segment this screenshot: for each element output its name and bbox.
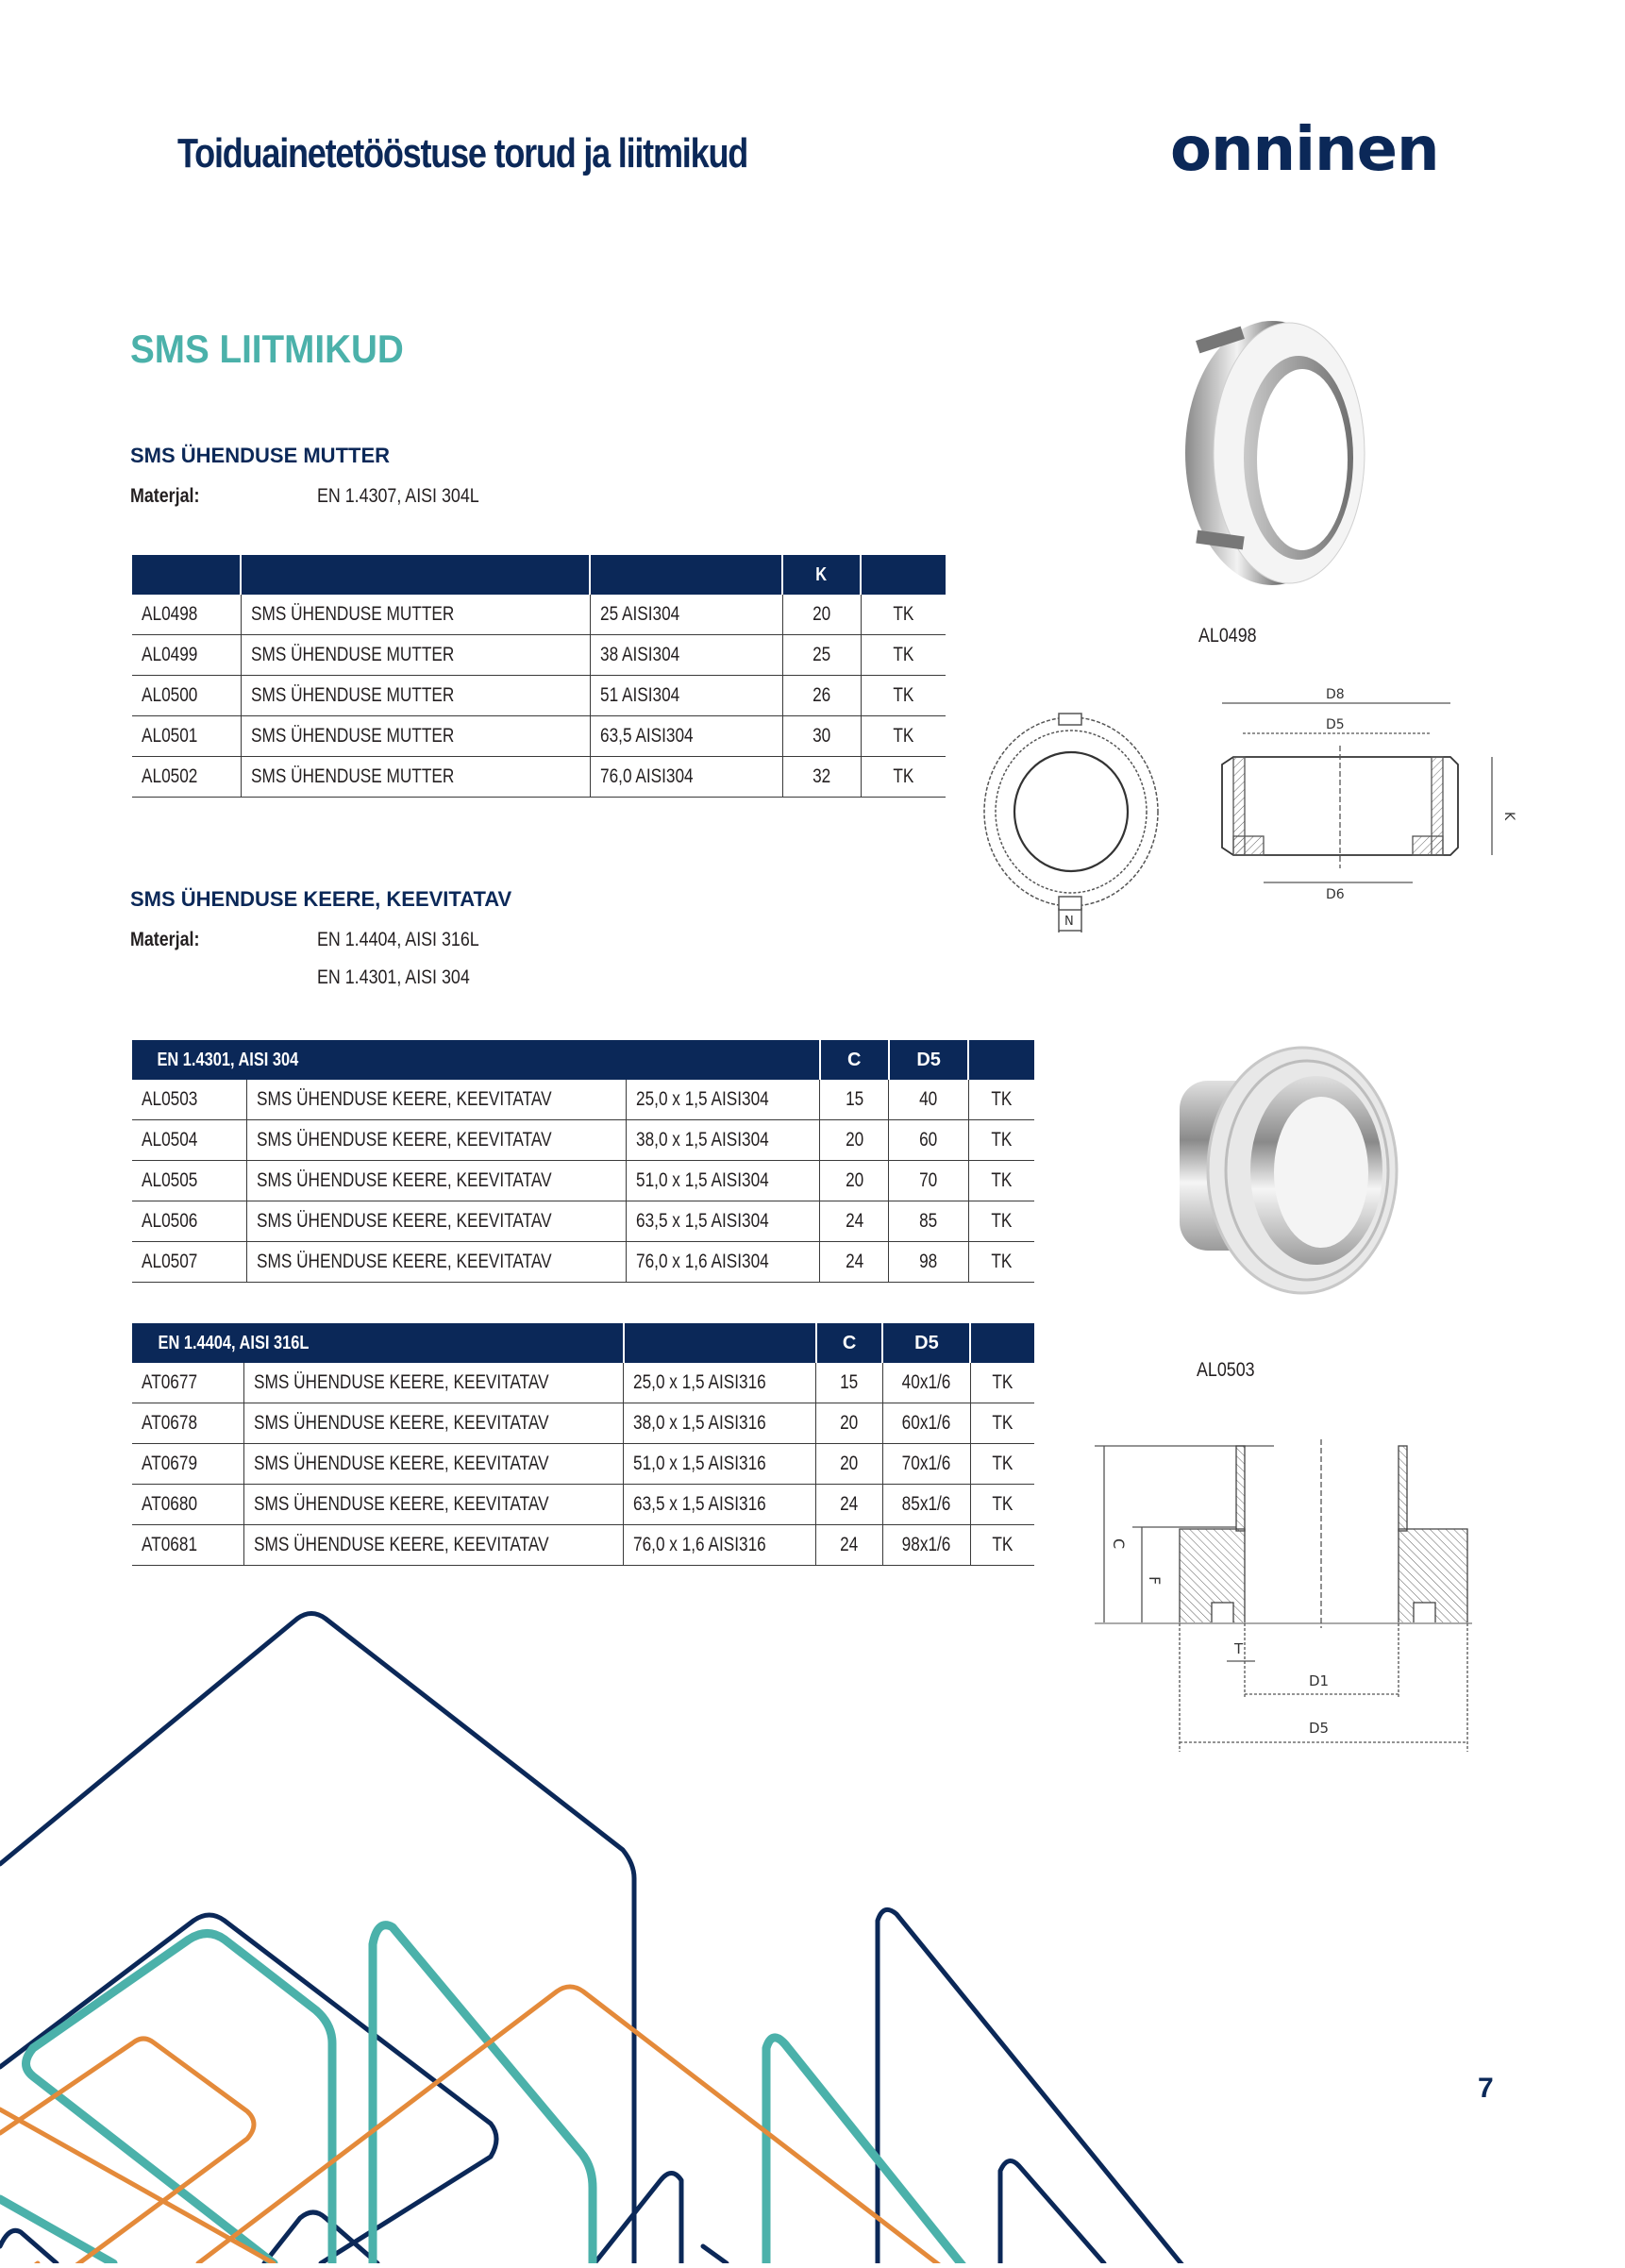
table-row: [132, 1201, 1034, 1242]
col-header-c: C: [820, 1040, 889, 1080]
table-cell: 63,5 AISI304: [590, 716, 782, 757]
page-number: 7: [1478, 2073, 1494, 2104]
table-cell: AT0677: [132, 1363, 244, 1403]
col-header-name: [241, 555, 590, 595]
table-cell: 25 AISI304: [590, 595, 782, 635]
table-cell: 60: [889, 1120, 969, 1161]
table-cell: AL0498: [132, 595, 241, 635]
svg-text:D6: D6: [1326, 887, 1345, 902]
product-group-title: SMS ÜHENDUSE KEERE, KEEVITATAV: [130, 887, 512, 911]
table-cell: 38,0 x 1,5 AISI316: [624, 1403, 816, 1444]
table-header-row: [132, 555, 946, 595]
table-cell: 24: [820, 1201, 889, 1242]
table-cell: TK: [861, 595, 946, 635]
table-cell: AT0679: [132, 1444, 244, 1485]
product-group-title: SMS ÜHENDUSE MUTTER: [130, 444, 391, 467]
table-cell: 15: [816, 1363, 883, 1403]
keere-304-table: [132, 1040, 1034, 1283]
table-cell: AL0506: [132, 1201, 246, 1242]
col-header-c: C: [816, 1323, 883, 1363]
table-cell: AL0504: [132, 1120, 246, 1161]
table-header-row: [132, 1040, 1034, 1080]
table-cell: 25,0 x 1,5 AISI304: [627, 1080, 820, 1120]
table-cell: 30: [782, 716, 861, 757]
table-cell: 24: [816, 1525, 883, 1566]
table-cell: 25,0 x 1,5 AISI316: [624, 1363, 816, 1403]
col-header-material: EN 1.4404, AISI 316L: [132, 1323, 624, 1363]
table-cell: 51,0 x 1,5 AISI304: [627, 1161, 820, 1201]
table-cell: AL0507: [132, 1242, 246, 1283]
table-cell: AL0499: [132, 635, 241, 676]
col-header-k: K: [782, 555, 861, 595]
table-cell: 24: [816, 1485, 883, 1525]
table-cell: TK: [970, 1444, 1034, 1485]
table-cell: SMS ÜHENDUSE MUTTER: [241, 676, 590, 716]
material-value-1: EN 1.4404, AISI 316L: [317, 929, 479, 950]
table-cell: AL0501: [132, 716, 241, 757]
table-cell: SMS ÜHENDUSE KEERE, KEEVITATAV: [246, 1161, 626, 1201]
table-cell: SMS ÜHENDUSE KEERE, KEEVITATAV: [244, 1444, 624, 1485]
dimension-label-n: N: [1064, 915, 1074, 929]
table-cell: 20: [820, 1120, 889, 1161]
table-cell: AL0503: [132, 1080, 246, 1120]
svg-text:D5: D5: [1326, 717, 1345, 732]
product-photo-nut: [1159, 307, 1366, 599]
page-title: Toiduainetetööstuse torud ja liitmikud: [177, 130, 748, 176]
table-cell: 38,0 x 1,5 AISI304: [627, 1120, 820, 1161]
table-cell: SMS ÜHENDUSE KEERE, KEEVITATAV: [244, 1485, 624, 1525]
svg-text:K: K: [1501, 812, 1516, 821]
table-cell: 85: [889, 1201, 969, 1242]
col-header-unit: [970, 1323, 1034, 1363]
table-cell: TK: [970, 1403, 1034, 1444]
table-cell: 38 AISI304: [590, 635, 782, 676]
table-cell: 70x1/6: [882, 1444, 970, 1485]
col-header-d5: D5: [882, 1323, 970, 1363]
section-title: SMS LIITMIKUD: [130, 327, 404, 371]
svg-text:C: C: [1110, 1538, 1128, 1550]
table-cell: TK: [968, 1161, 1034, 1201]
table-row: [132, 716, 946, 757]
table-cell: AL0505: [132, 1161, 246, 1201]
decorative-pipe-pattern: [0, 1595, 1625, 2263]
table-cell: SMS ÜHENDUSE MUTTER: [241, 635, 590, 676]
table-cell: 32: [782, 757, 861, 798]
image-caption: AL0503: [1197, 1359, 1255, 1381]
table-cell: AL0500: [132, 676, 241, 716]
table-row: [132, 757, 946, 798]
technical-drawing-nut-section: [1194, 680, 1543, 906]
col-header-code: [132, 555, 241, 595]
table-cell: SMS ÜHENDUSE KEERE, KEEVITATAV: [244, 1525, 624, 1566]
table-row: [132, 595, 946, 635]
material-label: Materjal:: [130, 485, 200, 507]
table-cell: TK: [861, 716, 946, 757]
table-cell: 98: [889, 1242, 969, 1283]
table-cell: TK: [968, 1080, 1034, 1120]
table-cell: 63,5 x 1,5 AISI316: [624, 1485, 816, 1525]
table-cell: 98x1/6: [882, 1525, 970, 1566]
table-row: [132, 1242, 1034, 1283]
table-cell: SMS ÜHENDUSE KEERE, KEEVITATAV: [246, 1242, 626, 1283]
table-row: [132, 1080, 1034, 1120]
table-cell: 76,0 x 1,6 AISI304: [627, 1242, 820, 1283]
col-header-material: EN 1.4301, AISI 304: [132, 1040, 820, 1080]
col-header-size: [590, 555, 782, 595]
svg-text:D1: D1: [1309, 1672, 1330, 1689]
table-cell: SMS ÜHENDUSE MUTTER: [241, 595, 590, 635]
table-cell: SMS ÜHENDUSE MUTTER: [241, 716, 590, 757]
table-cell: SMS ÜHENDUSE KEERE, KEEVITATAV: [246, 1120, 626, 1161]
table-cell: SMS ÜHENDUSE KEERE, KEEVITATAV: [244, 1403, 624, 1444]
table-cell: 76,0 AISI304: [590, 757, 782, 798]
table-cell: SMS ÜHENDUSE KEERE, KEEVITATAV: [246, 1080, 626, 1120]
table-cell: SMS ÜHENDUSE KEERE, KEEVITATAV: [246, 1201, 626, 1242]
table-cell: 51,0 x 1,5 AISI316: [624, 1444, 816, 1485]
col-header-d5: D5: [889, 1040, 969, 1080]
mutter-table: [132, 555, 946, 798]
table-cell: 25: [782, 635, 861, 676]
table-cell: SMS ÜHENDUSE MUTTER: [241, 757, 590, 798]
table-cell: TK: [968, 1242, 1034, 1283]
table-row: [132, 1403, 1034, 1444]
table-cell: AT0681: [132, 1525, 244, 1566]
material-value-2: EN 1.4301, AISI 304: [317, 966, 470, 988]
table-cell: 20: [816, 1403, 883, 1444]
table-cell: TK: [861, 676, 946, 716]
image-caption: AL0498: [1198, 625, 1257, 647]
table-row: [132, 1485, 1034, 1525]
table-row: [132, 1444, 1034, 1485]
table-header-row: [132, 1323, 1034, 1363]
table-cell: TK: [861, 757, 946, 798]
col-header-unit: [861, 555, 946, 595]
table-row: [132, 1161, 1034, 1201]
table-cell: 20: [816, 1444, 883, 1485]
table-cell: 40: [889, 1080, 969, 1120]
table-cell: 40x1/6: [882, 1363, 970, 1403]
product-photo-weld-ferrule: [1161, 1029, 1406, 1312]
table-row: [132, 1363, 1034, 1403]
table-row: [132, 676, 946, 716]
onninen-logo: onninen: [1170, 115, 1439, 185]
table-row: [132, 635, 946, 676]
table-cell: AT0678: [132, 1403, 244, 1444]
table-cell: 60x1/6: [882, 1403, 970, 1444]
table-cell: 15: [820, 1080, 889, 1120]
table-cell: 63,5 x 1,5 AISI304: [627, 1201, 820, 1242]
table-row: [132, 1120, 1034, 1161]
col-header-size: [624, 1323, 816, 1363]
material-label: Materjal:: [130, 929, 200, 950]
table-cell: 26: [782, 676, 861, 716]
table-cell: TK: [970, 1525, 1034, 1566]
svg-text:T: T: [1234, 1640, 1244, 1657]
table-row: [132, 1525, 1034, 1566]
table-cell: 20: [820, 1161, 889, 1201]
svg-text:F: F: [1146, 1576, 1164, 1586]
col-header-unit: [968, 1040, 1034, 1080]
table-cell: SMS ÜHENDUSE KEERE, KEEVITATAV: [244, 1363, 624, 1403]
table-cell: 76,0 x 1,6 AISI316: [624, 1525, 816, 1566]
table-cell: TK: [970, 1363, 1034, 1403]
table-cell: AL0502: [132, 757, 241, 798]
table-cell: 51 AISI304: [590, 676, 782, 716]
table-cell: TK: [968, 1120, 1034, 1161]
table-cell: 24: [820, 1242, 889, 1283]
material-value: EN 1.4307, AISI 304L: [317, 485, 479, 507]
table-cell: TK: [968, 1201, 1034, 1242]
table-cell: 20: [782, 595, 861, 635]
technical-drawing-nut-front: [977, 708, 1165, 934]
table-cell: 70: [889, 1161, 969, 1201]
keere-316-table: [132, 1323, 1034, 1566]
svg-text:D8: D8: [1326, 687, 1345, 702]
table-cell: AT0680: [132, 1485, 244, 1525]
svg-text:D5: D5: [1309, 1720, 1330, 1737]
table-cell: TK: [861, 635, 946, 676]
table-cell: TK: [970, 1485, 1034, 1525]
table-cell: 85x1/6: [882, 1485, 970, 1525]
